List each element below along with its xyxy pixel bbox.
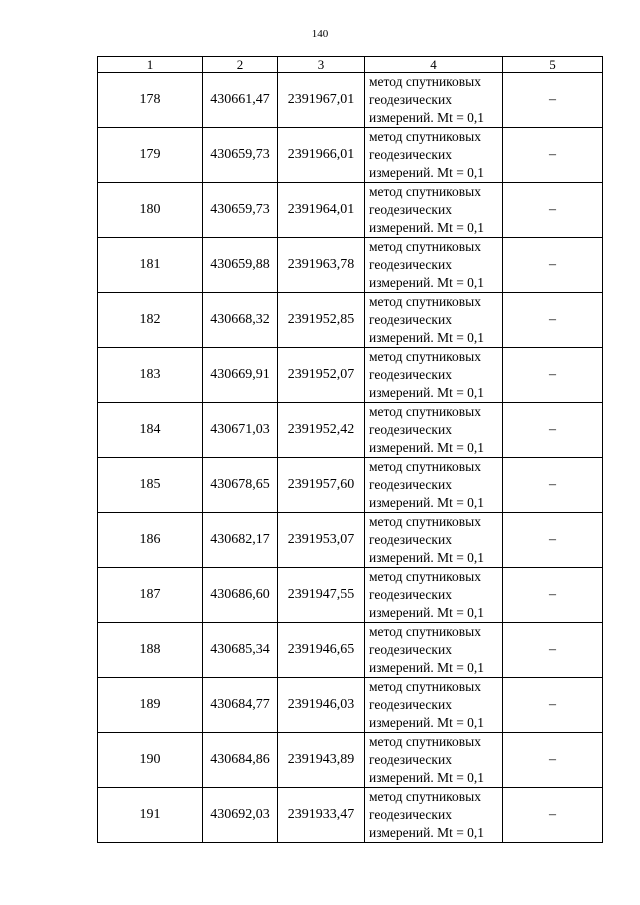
method-line: измерений. Mt = 0,1	[369, 825, 485, 840]
column-header-y: 3	[278, 57, 365, 73]
method-line: метод спутниковых	[369, 404, 481, 419]
x-coordinate-cell: 430684,77	[203, 678, 278, 733]
method-line: метод спутниковых	[369, 184, 481, 199]
y-coordinate-cell: 2391946,65	[278, 623, 365, 678]
y-coordinate-cell: 2391963,78	[278, 238, 365, 293]
x-coordinate-cell: 430659,88	[203, 238, 278, 293]
method-cell	[365, 293, 503, 348]
table-row	[98, 183, 603, 238]
method-cell	[365, 73, 503, 128]
method-line: геодезических	[369, 807, 452, 822]
point-number-cell: 190	[98, 733, 203, 788]
table-row	[98, 788, 603, 843]
column-header-x: 2	[203, 57, 278, 73]
method-line: геодезических	[369, 202, 452, 217]
y-coordinate-cell: 2391946,03	[278, 678, 365, 733]
point-number-cell: 184	[98, 403, 203, 458]
note-cell: –	[503, 348, 603, 403]
note-cell: –	[503, 568, 603, 623]
y-coordinate-cell: 2391943,89	[278, 733, 365, 788]
x-coordinate-cell: 430685,34	[203, 623, 278, 678]
note-cell: –	[503, 678, 603, 733]
method-line: метод спутниковых	[369, 129, 481, 144]
table-row	[98, 678, 603, 733]
method-cell	[365, 458, 503, 513]
y-coordinate-cell: 2391957,60	[278, 458, 365, 513]
point-number-cell: 181	[98, 238, 203, 293]
method-line: метод спутниковых	[369, 734, 481, 749]
column-header-point-number: 1	[98, 57, 203, 73]
method-line: измерений. Mt = 0,1	[369, 715, 485, 730]
note-cell: –	[503, 183, 603, 238]
y-coordinate-cell: 2391947,55	[278, 568, 365, 623]
point-number-cell: 189	[98, 678, 203, 733]
method-line: метод спутниковых	[369, 624, 481, 639]
point-number-cell: 188	[98, 623, 203, 678]
method-cell	[365, 733, 503, 788]
header-row	[98, 57, 603, 73]
method-cell	[365, 403, 503, 458]
method-line: метод спутниковых	[369, 294, 481, 309]
method-line: измерений. Mt = 0,1	[369, 770, 485, 785]
x-coordinate-cell: 430669,91	[203, 348, 278, 403]
table-row	[98, 128, 603, 183]
point-number-cell: 191	[98, 788, 203, 843]
table-row	[98, 293, 603, 348]
method-line: измерений. Mt = 0,1	[369, 165, 485, 180]
method-cell	[365, 348, 503, 403]
method-line: геодезических	[369, 422, 452, 437]
method-line: измерений. Mt = 0,1	[369, 110, 485, 125]
y-coordinate-cell: 2391966,01	[278, 128, 365, 183]
method-line: геодезических	[369, 257, 452, 272]
method-line: геодезических	[369, 147, 452, 162]
method-line: геодезических	[369, 697, 452, 712]
table-row	[98, 348, 603, 403]
method-line: измерений. Mt = 0,1	[369, 550, 485, 565]
method-line: измерений. Mt = 0,1	[369, 660, 485, 675]
point-number-cell: 182	[98, 293, 203, 348]
point-number-cell: 185	[98, 458, 203, 513]
note-cell: –	[503, 458, 603, 513]
table-row	[98, 238, 603, 293]
column-header-note: 5	[503, 57, 603, 73]
method-cell	[365, 238, 503, 293]
note-cell: –	[503, 788, 603, 843]
method-line: геодезических	[369, 587, 452, 602]
method-cell	[365, 568, 503, 623]
method-cell	[365, 513, 503, 568]
x-coordinate-cell: 430682,17	[203, 513, 278, 568]
method-line: измерений. Mt = 0,1	[369, 605, 485, 620]
table-row	[98, 73, 603, 128]
method-line: метод спутниковых	[369, 349, 481, 364]
coordinates-table	[97, 56, 603, 843]
x-coordinate-cell: 430678,65	[203, 458, 278, 513]
page-number: 140	[311, 28, 329, 40]
method-line: геодезических	[369, 532, 452, 547]
method-line: измерений. Mt = 0,1	[369, 220, 485, 235]
x-coordinate-cell: 430668,32	[203, 293, 278, 348]
method-line: измерений. Mt = 0,1	[369, 330, 485, 345]
method-cell	[365, 788, 503, 843]
note-cell: –	[503, 403, 603, 458]
point-number-cell: 183	[98, 348, 203, 403]
table-row	[98, 513, 603, 568]
method-line: геодезических	[369, 92, 452, 107]
method-line: метод спутниковых	[369, 514, 481, 529]
note-cell: –	[503, 238, 603, 293]
method-line: метод спутниковых	[369, 789, 481, 804]
method-line: измерений. Mt = 0,1	[369, 385, 485, 400]
point-number-cell: 187	[98, 568, 203, 623]
method-line: метод спутниковых	[369, 569, 481, 584]
y-coordinate-cell: 2391933,47	[278, 788, 365, 843]
point-number-cell: 180	[98, 183, 203, 238]
method-line: геодезических	[369, 367, 452, 382]
x-coordinate-cell: 430686,60	[203, 568, 278, 623]
table-row	[98, 403, 603, 458]
method-cell	[365, 623, 503, 678]
method-cell	[365, 678, 503, 733]
method-line: метод спутниковых	[369, 679, 481, 694]
point-number-cell: 178	[98, 73, 203, 128]
point-number-cell: 186	[98, 513, 203, 568]
note-cell: –	[503, 73, 603, 128]
y-coordinate-cell: 2391964,01	[278, 183, 365, 238]
note-cell: –	[503, 293, 603, 348]
method-cell	[365, 183, 503, 238]
method-line: метод спутниковых	[369, 239, 481, 254]
method-line: геодезических	[369, 752, 452, 767]
method-line: измерений. Mt = 0,1	[369, 440, 485, 455]
x-coordinate-cell: 430659,73	[203, 128, 278, 183]
method-line: геодезических	[369, 642, 452, 657]
table-row	[98, 458, 603, 513]
y-coordinate-cell: 2391952,42	[278, 403, 365, 458]
x-coordinate-cell: 430671,03	[203, 403, 278, 458]
y-coordinate-cell: 2391953,07	[278, 513, 365, 568]
method-line: измерений. Mt = 0,1	[369, 275, 485, 290]
point-number-cell: 179	[98, 128, 203, 183]
method-line: метод спутниковых	[369, 459, 481, 474]
table-row	[98, 733, 603, 788]
y-coordinate-cell: 2391952,07	[278, 348, 365, 403]
x-coordinate-cell: 430692,03	[203, 788, 278, 843]
y-coordinate-cell: 2391967,01	[278, 73, 365, 128]
note-cell: –	[503, 733, 603, 788]
x-coordinate-cell: 430684,86	[203, 733, 278, 788]
note-cell: –	[503, 128, 603, 183]
note-cell: –	[503, 623, 603, 678]
note-cell: –	[503, 513, 603, 568]
table-row	[98, 623, 603, 678]
x-coordinate-cell: 430661,47	[203, 73, 278, 128]
y-coordinate-cell: 2391952,85	[278, 293, 365, 348]
method-line: геодезических	[369, 312, 452, 327]
table-row	[98, 568, 603, 623]
method-line: измерений. Mt = 0,1	[369, 495, 485, 510]
method-line: геодезических	[369, 477, 452, 492]
method-line: метод спутниковых	[369, 74, 481, 89]
x-coordinate-cell: 430659,73	[203, 183, 278, 238]
method-cell	[365, 128, 503, 183]
column-header-method: 4	[365, 57, 503, 73]
